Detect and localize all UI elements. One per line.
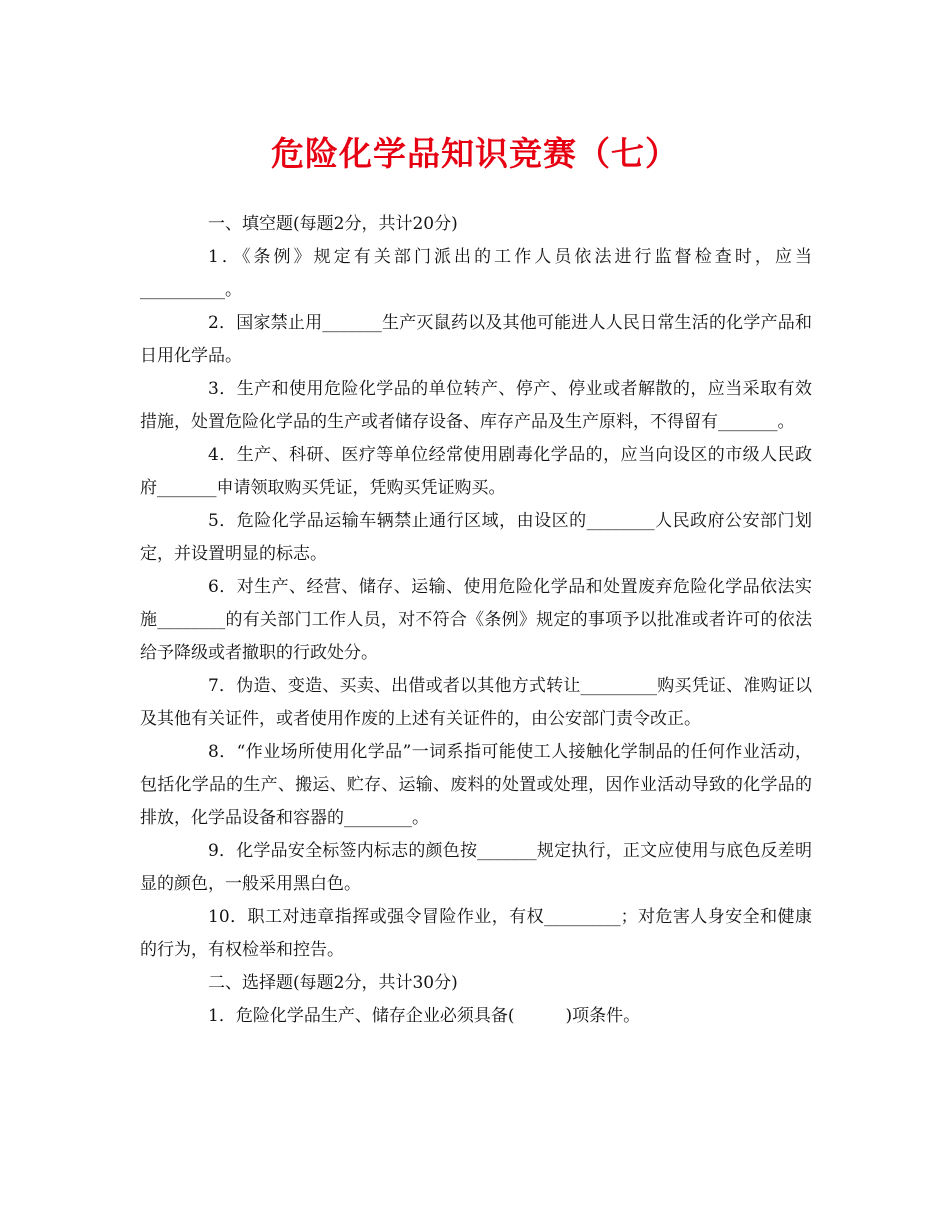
section-heading: 一、填空题(每题2分，共计20分) [208,214,458,234]
question-item [140,241,812,307]
question-text: “作业场所使用化学品”一词系指可能使工人接触化学制品的任何作业活动，包括化学品的生产、搬运、贮存、运输、废料的处置或处理，因作业活动导致的化学品的排放，化学品设备和容器的________。 [140,742,812,828]
question-number: 1． [208,1006,236,1026]
question-number: 7． [208,676,237,696]
question-item [140,307,812,373]
question-number: 4． [208,445,237,465]
question-text: 国家禁止用_______生产灭鼠药以及其他可能进人人民日常生活的化学产品和日用化学品。 [140,313,812,366]
question-text: 《条例》规定有关部门派出的工作人员依法进行监督检查时，应当__________。 [140,247,812,300]
question-item [140,1000,812,1033]
document-title: 危险化学品知识竞赛（七） [271,134,679,173]
question-number: 8． [208,742,237,762]
question-text: 危险化学品生产、储存企业必须具备( )项条件。 [235,1006,641,1026]
question-text: 危险化学品运输车辆禁止通行区域，由设区的________人民政府公安部门划定，并设置明显的标志。 [140,511,812,564]
question-text: 对生产、经营、储存、运输、使用危险化学品和处置废弃危险化学品依法实施________的有关部门工作人员，对不符合《条例》规定的事项予以批准或者许可的依法给予降级或者撤职的行政处分。 [140,577,812,663]
question-text: 生产、科研、医疗等单位经常使用剧毒化学品的，应当向设区的市级人民政府_______申请领取购买凭证，凭购买凭证购买。 [140,445,812,498]
question-item [140,439,812,505]
question-text: 化学品安全标签内标志的颜色按_______规定执行，正文应使用与底色反差明显的颜色，一般采用黑白色。 [140,841,812,894]
question-item [140,505,812,571]
question-number: 3． [208,379,237,399]
question-number: 1． [208,247,242,267]
question-text: 伪造、变造、买卖、出借或者以其他方式转让_________购买凭证、准购证以及其他有关证件，或者使用作废的上述有关证件的，由公安部门责令改正。 [140,676,812,729]
question-number: 2． [208,313,237,333]
question-item [140,835,812,901]
question-item [140,373,812,439]
question-number: 10． [208,907,248,927]
question-number: 6． [208,577,237,597]
question-number: 5． [208,511,237,531]
question-number: 9． [208,841,237,861]
section-fill-in-the-blank [140,208,812,967]
question-item [140,670,812,736]
section-heading: 二、选择题(每题2分，共计30分) [208,973,458,993]
section-multiple-choice [140,967,812,1033]
question-item [140,571,812,670]
question-item [140,901,812,967]
question-item [140,736,812,835]
document-body [140,208,812,1033]
question-text: 生产和使用危险化学品的单位转产、停产、停业或者解散的，应当采取有效措施，处置危险化学品的生产或者储存设备、库存产品及生产原料，不得留有_______。 [140,379,812,432]
question-text: 职工对违章指挥或强令冒险作业，有权_________；对危害人身安全和健康的行为，有权检举和控告。 [140,907,813,960]
